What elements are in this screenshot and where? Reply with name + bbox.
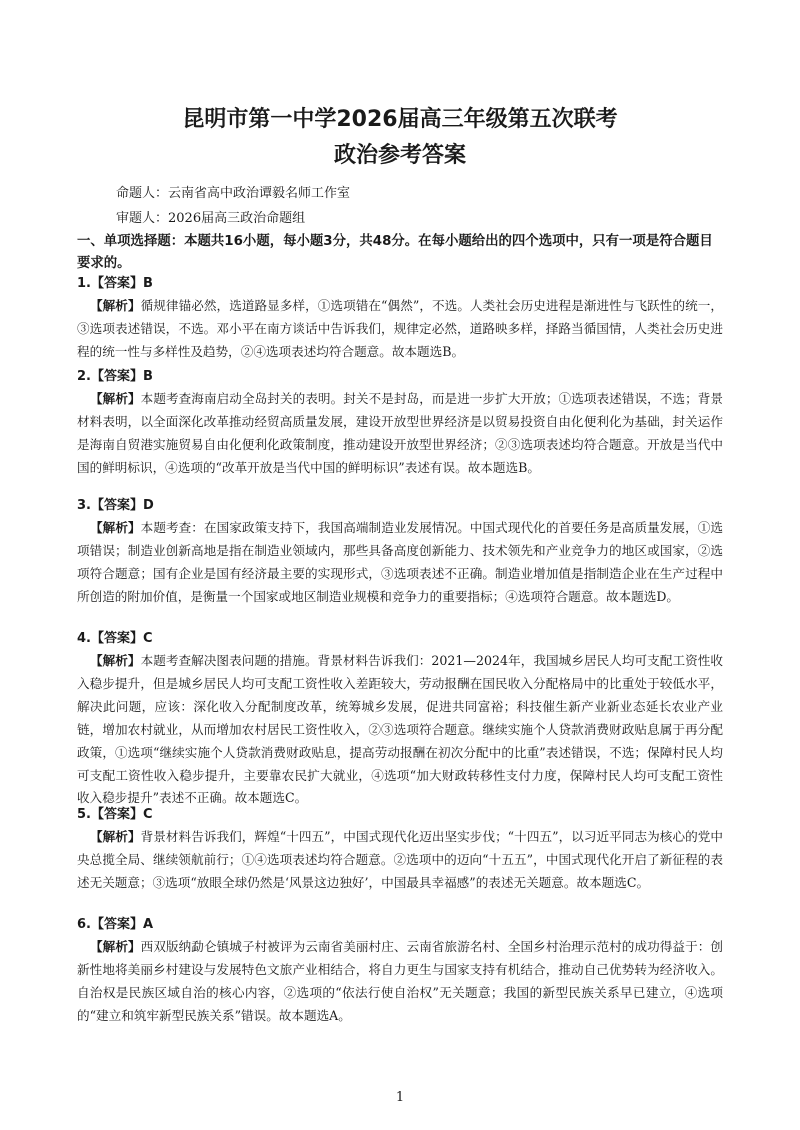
question-block-3 xyxy=(77,495,723,609)
analysis-paragraph xyxy=(77,826,723,895)
analysis-text: 本题考查：在国家政策支持下，我国高端制造业发展情况。中国式现代化的首要任务是高质量发展，①选项错误；制造业创新高地是指在制造业领域内，那些具备高度创新能力、技术领先和产业竞争力的地区或国家，②选项符合题意；国有企业是国有经济最主要的实现形式，③选项表述不正确。制造业增加值是指制造企业在生产过程中所创造的附加价值，是衡量一个国家或地区制造业规模和竞争力的重要指标；④选项符合题意。故本题选D。 xyxy=(77,520,724,604)
question-block-5 xyxy=(77,804,723,895)
answer-line: 3.【答案】D xyxy=(77,498,154,513)
analysis-text: 西双版纳勐仑镇城子村被评为云南省美丽村庄、云南省旅游名村、全国乡村治理示范村的成功得益于：创新性地将美丽乡村建设与发展特色文旅产业相结合，将自力更生与国家支持有机结合，推动自己优势转为经济收入。自治权是民族区域自治的核心内容，②选项的“依法行使自治权”无关题意；我国的新型民族关系早已建立，④选项的“建立和筑牢新型民族关系”错误。故本题选A。 xyxy=(77,939,724,1023)
section-heading: 一、单项选择题：本题共16小题，每小题3分，共48分。在每小题给出的四个选项中，只有一项是符合题目要求的。 xyxy=(77,234,713,271)
analysis-label: 【解析】 xyxy=(90,939,141,954)
analysis-paragraph xyxy=(77,936,723,1028)
analysis-label: 【解析】 xyxy=(90,653,141,668)
question-block-6 xyxy=(77,914,723,1028)
reviewer-line: 审题人：2026届高三政治命题组 xyxy=(116,211,306,226)
analysis-text: 本题考查解决图表问题的措施。背景材料告诉我们：2021—2024年，我国城乡居民人均可支配工资性收入稳步提升，但是城乡居民人均可支配工资性收入差距较大，劳动报酬在国民收入分配格局中的比重处于较低水平，解决此问题，应该：深化收入分配制度改革，统筹城乡发展，促进共同富裕；科技催生新产业新业态延长农业产业链，增加农村就业，从而增加农村居民工资性收入，②③选项符合题意。继续实施个人贷款消费财政贴息属于再分配政策，①选项“继续实施个人贷款消费财政贴息，提高劳动报酬在初次分配中的比重”表述错误，不选；保障村民人均可支配工资性收入稳步提升，主要靠农民扩大就业，④选项“加大财政转移性支付力度，保障村民人均可支配工资性收入稳步提升”表述不正确。故本题选C。 xyxy=(77,653,723,806)
analysis-paragraph xyxy=(77,650,723,810)
answer-line: 4.【答案】C xyxy=(77,631,153,646)
analysis-text: 背景材料告诉我们，辉煌“十四五”，中国式现代化迈出坚实步伐；“十四五”，以习近平同志为核心的党中央总揽全局、继续领航前行；①④选项表述均符合题意。②选项中的迈向“十五五”，中国式现代化开启了新征程的表述无关题意；③选项“放眼全球仍然是‘风景这边独好’，中国最具幸福感”的表述无关题意。故本题选C。 xyxy=(77,829,723,890)
question-block-4 xyxy=(77,628,723,810)
answer-line: 2.【答案】B xyxy=(77,369,153,384)
analysis-paragraph xyxy=(77,295,723,364)
document-title: 昆明市第一中学2026届高三年级第五次联考 xyxy=(182,107,618,132)
analysis-label: 【解析】 xyxy=(90,298,141,313)
question-block-1 xyxy=(77,273,723,364)
question-block-2 xyxy=(77,366,723,480)
analysis-label: 【解析】 xyxy=(90,391,141,406)
analysis-label: 【解析】 xyxy=(90,829,141,844)
answer-line: 1.【答案】B xyxy=(77,276,153,291)
analysis-label: 【解析】 xyxy=(90,520,141,535)
author-line: 命题人：云南省高中政治谭毅名师工作室 xyxy=(116,186,351,201)
answer-line: 6.【答案】A xyxy=(77,917,154,932)
analysis-paragraph xyxy=(77,388,723,480)
answer-line: 5.【答案】C xyxy=(77,807,153,822)
page-number: 1 xyxy=(395,1090,405,1105)
analysis-text: 循规律锚必然，选道路显多样，①选项错在“偶然”，不选。人类社会历史进程是渐进性与飞跃性的统一，③选项表述错误，不选。邓小平在南方谈话中告诉我们，规律定必然，道路映多样，择路当循国情，人类社会历史进程的统一性与多样性及趋势，②④选项表述均符合题意。故本题选B。 xyxy=(77,298,723,359)
analysis-paragraph xyxy=(77,517,723,609)
analysis-text: 本题考查海南启动全岛封关的表明。封关不是封岛，而是进一步扩大开放；①选项表述错误，不选；背景材料表明，以全面深化改革推动经贸高质量发展，建设开放型世界经济是以贸易投资自由化便利化为基础，封关运作是海南自贸港实施贸易自由化便利化政策制度，推动建设开放型世界经济；②③选项表述均符合题意。开放是当代中国的鲜明标识，④选项的“改革开放是当代中国的鲜明标识”表述有误。故本题选B。 xyxy=(77,391,724,475)
document-subtitle: 政治参考答案 xyxy=(333,143,466,168)
